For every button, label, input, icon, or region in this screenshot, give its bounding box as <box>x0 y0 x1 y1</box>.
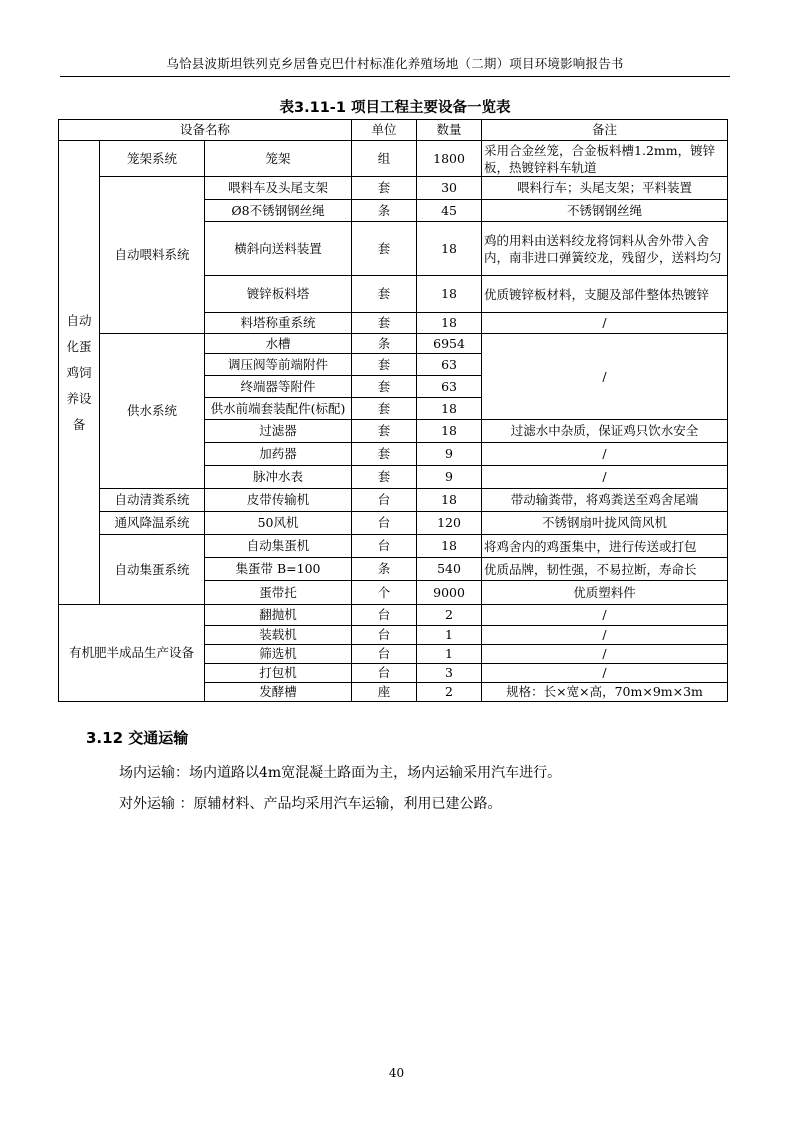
table-row <box>59 605 728 626</box>
equipment-qty: 18 <box>417 535 482 558</box>
equipment-unit: 座 <box>352 683 417 702</box>
equipment-name: 50风机 <box>205 512 352 535</box>
section-heading: 3.12 交通运输 <box>86 729 189 747</box>
page-number: 40 <box>388 1066 405 1080</box>
col-header-note: 备注 <box>482 120 728 141</box>
equipment-unit: 套 <box>352 313 417 334</box>
equipment-note: / <box>482 466 728 489</box>
equipment-name: 调压阀等前端附件 <box>205 354 352 376</box>
equipment-name: 供水前端套装配件(标配) <box>205 398 352 420</box>
equipment-unit: 条 <box>352 334 417 354</box>
equipment-note: 优质品牌，韧性强，不易拉断，寿命长 <box>482 558 728 581</box>
equipment-qty: 18 <box>417 222 482 276</box>
equipment-note: 不锈钢钢丝绳 <box>482 200 728 222</box>
paragraph-external-transport: 对外运输 ：原辅材料、产品均采用汽车运输，利用已建公路。 <box>119 796 502 812</box>
equipment-note: 喂料行车；头尾支架；平料装置 <box>482 177 728 200</box>
equipment-table <box>58 119 728 702</box>
equipment-qty: 2 <box>417 683 482 702</box>
group-fertilizer-equipment: 有机肥半成品生产设备 <box>59 605 205 702</box>
equipment-unit: 套 <box>352 177 417 200</box>
equipment-name: 加药器 <box>205 443 352 466</box>
equipment-note: 鸡的用料由送料绞龙将饲料从舍外带入舍内，南非进口弹簧绞龙，残留少，送料均匀 <box>482 222 728 276</box>
equipment-qty: 18 <box>417 398 482 420</box>
equipment-name: Ø8不锈钢钢丝绳 <box>205 200 352 222</box>
equipment-note: 优质镀锌板材料，支腿及部件整体热镀锌 <box>482 276 728 313</box>
equipment-unit: 台 <box>352 645 417 664</box>
equipment-unit: 套 <box>352 354 417 376</box>
table-row <box>59 141 728 177</box>
equipment-name: 料塔称重系统 <box>205 313 352 334</box>
equipment-qty: 63 <box>417 354 482 376</box>
system-egg: 自动集蛋系统 <box>100 535 205 605</box>
equipment-unit: 套 <box>352 222 417 276</box>
header-rule <box>60 76 730 77</box>
equipment-unit: 条 <box>352 558 417 581</box>
equipment-name: 自动集蛋机 <box>205 535 352 558</box>
equipment-qty: 18 <box>417 489 482 512</box>
equipment-note: 规格：长×宽×高，70m×9m×3m <box>482 683 728 702</box>
equipment-note: 将鸡舍内的鸡蛋集中，进行传送或打包 <box>482 535 728 558</box>
equipment-qty: 6954 <box>417 334 482 354</box>
equipment-name: 镀锌板料塔 <box>205 276 352 313</box>
equipment-note: / <box>482 626 728 645</box>
equipment-note: 过滤水中杂质，保证鸡只饮水安全 <box>482 420 728 443</box>
equipment-name: 翻抛机 <box>205 605 352 626</box>
equipment-name: 打包机 <box>205 664 352 683</box>
equipment-unit: 台 <box>352 605 417 626</box>
equipment-note: / <box>482 313 728 334</box>
equipment-unit: 套 <box>352 398 417 420</box>
col-header-qty: 数量 <box>417 120 482 141</box>
equipment-name: 喂料车及头尾支架 <box>205 177 352 200</box>
system-feeding: 自动喂料系统 <box>100 177 205 334</box>
paragraph-internal-transport: 场内运输：场内道路以4m宽混凝土路面为主，场内运输采用汽车进行。 <box>119 765 562 781</box>
equipment-qty: 9 <box>417 443 482 466</box>
equipment-qty: 1800 <box>417 141 482 177</box>
equipment-qty: 9 <box>417 466 482 489</box>
table-row <box>59 535 728 558</box>
equipment-qty: 18 <box>417 276 482 313</box>
equipment-qty: 2 <box>417 605 482 626</box>
equipment-unit: 条 <box>352 200 417 222</box>
equipment-name: 终端器等附件 <box>205 376 352 398</box>
equipment-name: 蛋带托 <box>205 581 352 605</box>
equipment-unit: 套 <box>352 466 417 489</box>
equipment-unit: 台 <box>352 664 417 683</box>
equipment-qty: 9000 <box>417 581 482 605</box>
equipment-qty: 63 <box>417 376 482 398</box>
system-ventilation: 通风降温系统 <box>100 512 205 535</box>
table-row <box>59 512 728 535</box>
group-feeding-equipment: 自动化蛋鸡饲养设备 <box>59 141 100 605</box>
equipment-qty: 18 <box>417 420 482 443</box>
equipment-qty: 120 <box>417 512 482 535</box>
equipment-unit: 台 <box>352 535 417 558</box>
equipment-qty: 1 <box>417 626 482 645</box>
equipment-qty: 30 <box>417 177 482 200</box>
system-manure: 自动清粪系统 <box>100 489 205 512</box>
equipment-qty: 1 <box>417 645 482 664</box>
equipment-name: 横斜向送料装置 <box>205 222 352 276</box>
equipment-qty: 540 <box>417 558 482 581</box>
equipment-unit: 个 <box>352 581 417 605</box>
table-row <box>59 177 728 200</box>
equipment-unit: 套 <box>352 376 417 398</box>
equipment-unit: 套 <box>352 420 417 443</box>
equipment-name: 过滤器 <box>205 420 352 443</box>
equipment-qty: 18 <box>417 313 482 334</box>
col-header-unit: 单位 <box>352 120 417 141</box>
table-row <box>59 334 728 354</box>
system-water: 供水系统 <box>100 334 205 489</box>
equipment-unit: 台 <box>352 489 417 512</box>
equipment-unit: 套 <box>352 276 417 313</box>
equipment-name: 发酵槽 <box>205 683 352 702</box>
equipment-note: 采用合金丝笼，合金板料槽1.2mm，镀锌板，热镀锌料车轨道 <box>482 141 728 177</box>
equipment-qty: 3 <box>417 664 482 683</box>
equipment-note: 带动输粪带，将鸡粪送至鸡舍尾端 <box>482 489 728 512</box>
equipment-note: / <box>482 605 728 626</box>
equipment-note: 不锈钢扇叶拢风筒风机 <box>482 512 728 535</box>
equipment-note: / <box>482 334 728 420</box>
equipment-name: 水槽 <box>205 334 352 354</box>
equipment-note: 优质塑料件 <box>482 581 728 605</box>
equipment-name: 脉冲水表 <box>205 466 352 489</box>
equipment-note: / <box>482 443 728 466</box>
equipment-unit: 套 <box>352 443 417 466</box>
table-row <box>59 489 728 512</box>
equipment-name: 集蛋带 B=100 <box>205 558 352 581</box>
col-header-name: 设备名称 <box>59 120 352 141</box>
equipment-unit: 组 <box>352 141 417 177</box>
equipment-unit: 台 <box>352 512 417 535</box>
page-header: 乌恰县波斯坦铁列克乡居鲁克巴什村标准化养殖场地（二期）项目环境影响报告书 <box>166 56 624 71</box>
equipment-unit: 台 <box>352 626 417 645</box>
system-cage: 笼架系统 <box>100 141 205 177</box>
equipment-qty: 45 <box>417 200 482 222</box>
equipment-name: 笼架 <box>205 141 352 177</box>
table-title: 表3.11-1 项目工程主要设备一览表 <box>279 100 511 116</box>
equipment-name: 装载机 <box>205 626 352 645</box>
equipment-note: / <box>482 645 728 664</box>
equipment-name: 筛选机 <box>205 645 352 664</box>
equipment-name: 皮带传输机 <box>205 489 352 512</box>
equipment-note: / <box>482 664 728 683</box>
table-header-row <box>59 120 728 141</box>
